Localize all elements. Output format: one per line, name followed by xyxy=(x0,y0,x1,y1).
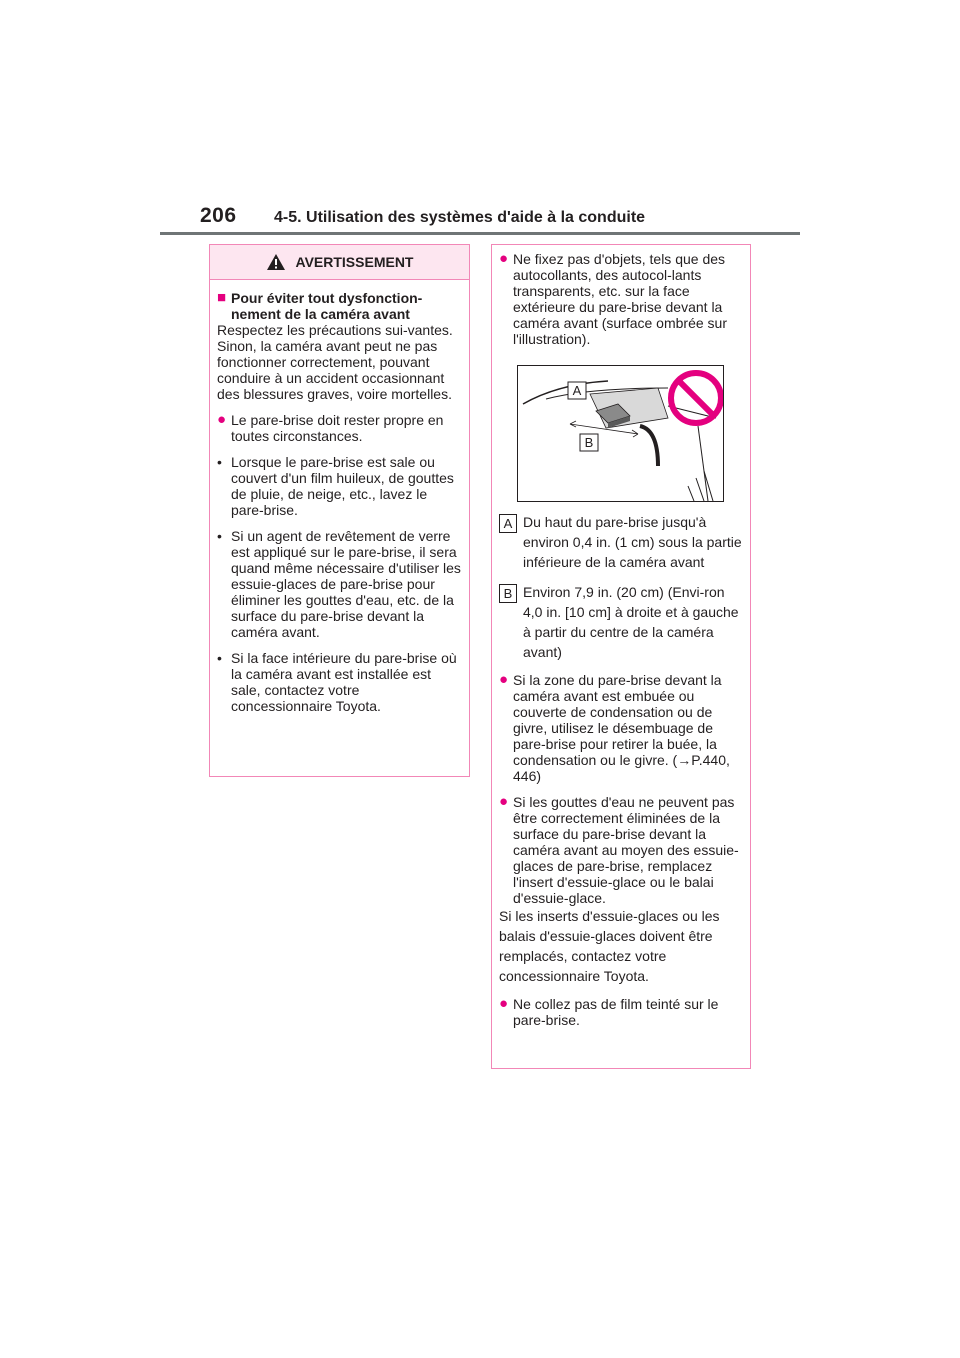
warning-triangle-icon xyxy=(266,253,286,271)
bullet-text: Ne fixez pas d'objets, tels que des autocollants, des autocol-lants transparents, etc. sur la face extérieure du pare-brise devant la caméra avant (surface ombrée sur l'illustration). xyxy=(513,251,727,347)
warning-subheading xyxy=(217,290,462,322)
windshield-camera-illustration xyxy=(517,365,724,502)
dash-marker: • xyxy=(217,528,222,544)
label-b: B xyxy=(499,584,517,603)
warning-header xyxy=(210,245,469,280)
bullet-dot-icon: ● xyxy=(499,671,509,688)
section-title: 4-5. Utilisation des systèmes d'aide à la conduite xyxy=(274,209,646,226)
label-b-row xyxy=(499,582,743,662)
warning-box xyxy=(209,244,470,777)
label-a: A xyxy=(499,514,517,533)
prohibition-icon xyxy=(671,373,721,423)
bullet-dot-icon: ● xyxy=(217,411,227,428)
page-number: 206 xyxy=(200,204,237,227)
bullet-item xyxy=(499,794,743,906)
bullet-text: Le pare-brise doit rester propre en toutes circonstances. xyxy=(231,412,444,444)
subheading-text: Pour éviter tout dysfonction-nement de la caméra avant xyxy=(231,290,423,322)
dash-text: Lorsque le pare-brise est sale ou couvert d'un film huileux, de gouttes de pluie, de neige, etc., lavez le pare-brise. xyxy=(231,454,454,518)
dash-marker: • xyxy=(217,454,222,470)
illus-label-b: B xyxy=(584,435,594,450)
bullet-item xyxy=(217,412,462,444)
illus-label-a: A xyxy=(572,383,582,398)
dash-item xyxy=(217,454,462,518)
warning-intro: Respectez les précautions sui-vantes. Sinon, la caméra avant peut ne pas fonctionner correctement, pouvant conduire à un accident occasionnant des blessures graves, voire mortelles. xyxy=(217,322,453,402)
bullet-text: Si la zone du pare-brise devant la caméra avant est embuée ou couverte de condensation ou de givre, utilisez le désembuage de pare-brise pour retirer la buée, la condensation ou le givre. (→P.440, 446) xyxy=(513,672,730,784)
replacement-note: Si les inserts d'essuie-glaces ou les balais d'essuie-glaces doivent être remplacés, contactez votre concessionnaire Toyota. xyxy=(499,908,720,984)
bullet-text: Si les gouttes d'eau ne peuvent pas être correctement éliminées de la surface du pare-brise devant la caméra avant au moyen des essuie-glaces de pare-brise, remplacez l'insert d'essuie-glace ou le balai d'essuie-glace. xyxy=(513,794,739,906)
bullet-item xyxy=(499,251,743,347)
bullet-dot-icon: ● xyxy=(499,250,509,267)
warning-title: AVERTISSEMENT xyxy=(295,254,414,270)
camera-diagram xyxy=(518,366,723,501)
warning-continuation-box xyxy=(491,244,751,1069)
header-rule xyxy=(160,232,800,235)
dash-marker: • xyxy=(217,650,222,666)
dash-item xyxy=(217,528,462,640)
bullet-item xyxy=(499,996,743,1028)
label-b-text: Environ 7,9 in. (20 cm) (Envi-ron 4,0 in. [10 cm] à droite et à gauche à partir du centre de la caméra avant) xyxy=(523,584,739,660)
label-a-text: Du haut du pare-brise jusqu'à environ 0,4 in. (1 cm) sous la partie inférieure de la caméra avant xyxy=(523,514,742,570)
label-a-row xyxy=(499,512,743,572)
dash-text: Si un agent de revêtement de verre est appliqué sur le pare-brise, il sera quand même nécessaire d'utiliser les essuie-glaces de pare-brise pour éliminer les gouttes d'eau, etc. de la surface du pare-brise devant la caméra avant. xyxy=(231,528,461,640)
bullet-item xyxy=(499,672,743,784)
bullet-text: Ne collez pas de film teinté sur le pare-brise. xyxy=(513,996,719,1028)
bullet-dot-icon: ● xyxy=(499,793,509,810)
bullet-dot-icon: ● xyxy=(499,995,509,1012)
dash-text: Si la face intérieure du pare-brise où la caméra avant est installée est sale, contactez votre concessionnaire Toyota. xyxy=(231,650,457,714)
dash-item xyxy=(217,650,462,714)
page-header xyxy=(160,204,800,234)
square-bullet-icon: ■ xyxy=(217,289,227,306)
